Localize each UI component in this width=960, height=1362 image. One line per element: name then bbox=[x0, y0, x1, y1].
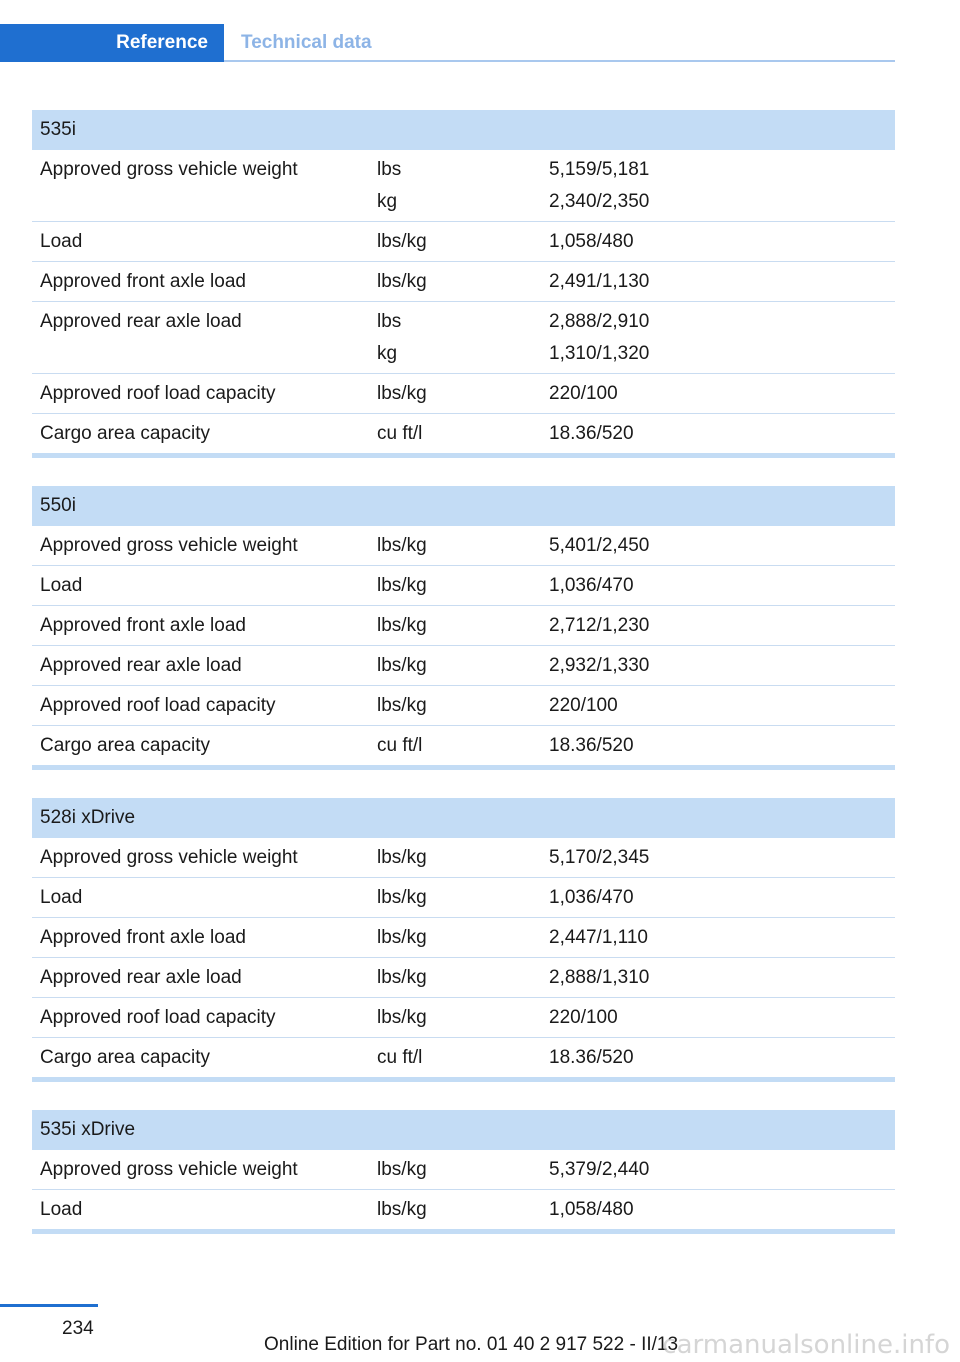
spec-value: 2,340/2,350 bbox=[549, 191, 650, 212]
spec-unit: cu ft/l bbox=[377, 1047, 423, 1068]
page-number: 234 bbox=[62, 1318, 94, 1339]
spec-units bbox=[377, 1046, 549, 1070]
section-title: 550i bbox=[32, 486, 895, 526]
spec-label: Load bbox=[40, 1199, 83, 1220]
spec-values bbox=[549, 654, 895, 678]
table-row bbox=[32, 1038, 895, 1082]
table-row bbox=[32, 262, 895, 302]
spec-values bbox=[549, 574, 895, 598]
spec-unit: lbs/kg bbox=[377, 1159, 427, 1180]
section-title: 535i bbox=[32, 110, 895, 150]
table-row bbox=[32, 414, 895, 458]
spec-value: 1,036/470 bbox=[549, 887, 634, 908]
spec-label: Load bbox=[40, 231, 83, 252]
spec-label: Cargo area capacity bbox=[40, 1047, 211, 1068]
spec-unit: lbs/kg bbox=[377, 967, 427, 988]
spec-values bbox=[549, 1006, 895, 1030]
spec-unit: lbs/kg bbox=[377, 383, 427, 404]
table-row bbox=[32, 686, 895, 726]
spec-units bbox=[377, 734, 549, 758]
spec-unit: lbs/kg bbox=[377, 927, 427, 948]
table-row bbox=[32, 878, 895, 918]
spec-section bbox=[32, 110, 895, 458]
spec-unit: lbs/kg bbox=[377, 655, 427, 676]
spec-unit: lbs/kg bbox=[377, 231, 427, 252]
spec-label: Approved gross vehicle weight bbox=[40, 535, 298, 556]
spec-label: Approved front axle load bbox=[40, 615, 246, 636]
spec-units bbox=[377, 422, 549, 446]
spec-value: 220/100 bbox=[549, 1007, 618, 1028]
spec-values bbox=[549, 310, 895, 366]
table-row bbox=[32, 302, 895, 374]
spec-units bbox=[377, 886, 549, 910]
spec-values bbox=[549, 966, 895, 990]
spec-units bbox=[377, 846, 549, 870]
table-row bbox=[32, 222, 895, 262]
spec-label: Cargo area capacity bbox=[40, 423, 211, 444]
table-row bbox=[32, 150, 895, 222]
spec-units bbox=[377, 614, 549, 638]
spec-section bbox=[32, 1110, 895, 1234]
spec-units bbox=[377, 694, 549, 718]
spec-tables bbox=[32, 110, 895, 1262]
spec-values bbox=[549, 1198, 895, 1222]
spec-unit: lbs/kg bbox=[377, 535, 427, 556]
spec-unit: lbs/kg bbox=[377, 1199, 427, 1220]
spec-label: Approved front axle load bbox=[40, 271, 246, 292]
spec-value: 2,888/1,310 bbox=[549, 967, 650, 988]
table-row bbox=[32, 1190, 895, 1234]
edition-text: Online Edition for Part no. 01 40 2 917 522 - II/13 bbox=[264, 1334, 679, 1355]
spec-values bbox=[549, 734, 895, 758]
page-header bbox=[0, 24, 895, 62]
spec-value: 5,170/2,345 bbox=[549, 847, 650, 868]
spec-value: 5,401/2,450 bbox=[549, 535, 650, 556]
spec-unit: lbs bbox=[377, 311, 402, 332]
section-title: 528i xDrive bbox=[32, 798, 895, 838]
spec-value: 220/100 bbox=[549, 383, 618, 404]
table-row bbox=[32, 374, 895, 414]
spec-value: 1,036/470 bbox=[549, 575, 634, 596]
spec-values bbox=[549, 534, 895, 558]
spec-value: 5,159/5,181 bbox=[549, 159, 650, 180]
spec-unit: lbs/kg bbox=[377, 847, 427, 868]
spec-units bbox=[377, 926, 549, 950]
spec-label: Approved roof load capacity bbox=[40, 695, 276, 716]
table-row bbox=[32, 998, 895, 1038]
spec-label: Approved gross vehicle weight bbox=[40, 159, 298, 180]
table-row bbox=[32, 726, 895, 770]
spec-unit: lbs/kg bbox=[377, 1007, 427, 1028]
spec-label: Load bbox=[40, 575, 83, 596]
spec-value: 1,310/1,320 bbox=[549, 343, 650, 364]
spec-label: Approved gross vehicle weight bbox=[40, 1159, 298, 1180]
spec-units bbox=[377, 382, 549, 406]
spec-value: 2,447/1,110 bbox=[549, 927, 648, 948]
table-row bbox=[32, 526, 895, 566]
spec-units bbox=[377, 1006, 549, 1030]
spec-values bbox=[549, 614, 895, 638]
spec-value: 5,379/2,440 bbox=[549, 1159, 650, 1180]
spec-label: Cargo area capacity bbox=[40, 735, 211, 756]
spec-units bbox=[377, 310, 549, 366]
spec-values bbox=[549, 886, 895, 910]
spec-values bbox=[549, 926, 895, 950]
spec-label: Approved rear axle load bbox=[40, 967, 242, 988]
spec-value: 18.36/520 bbox=[549, 735, 634, 756]
spec-unit: kg bbox=[377, 343, 398, 364]
watermark: carmanualsonline.info bbox=[662, 1330, 950, 1360]
table-row bbox=[32, 566, 895, 606]
spec-units bbox=[377, 158, 549, 214]
table-row bbox=[32, 1150, 895, 1190]
spec-label: Approved roof load capacity bbox=[40, 1007, 276, 1028]
table-row bbox=[32, 606, 895, 646]
spec-values bbox=[549, 270, 895, 294]
spec-units bbox=[377, 574, 549, 598]
spec-units bbox=[377, 1158, 549, 1182]
spec-label: Approved front axle load bbox=[40, 927, 246, 948]
spec-units bbox=[377, 534, 549, 558]
spec-unit: cu ft/l bbox=[377, 735, 423, 756]
spec-value: 2,888/2,910 bbox=[549, 311, 650, 332]
table-row bbox=[32, 838, 895, 878]
spec-values bbox=[549, 422, 895, 446]
spec-section bbox=[32, 798, 895, 1082]
tab-reference[interactable]: Reference bbox=[0, 24, 224, 62]
spec-value: 220/100 bbox=[549, 695, 618, 716]
spec-values bbox=[549, 1158, 895, 1182]
spec-values bbox=[549, 694, 895, 718]
spec-values bbox=[549, 230, 895, 254]
spec-unit: lbs bbox=[377, 159, 402, 180]
spec-units bbox=[377, 1198, 549, 1222]
spec-unit: cu ft/l bbox=[377, 423, 423, 444]
table-row bbox=[32, 646, 895, 686]
spec-value: 1,058/480 bbox=[549, 1199, 634, 1220]
spec-value: 2,932/1,330 bbox=[549, 655, 650, 676]
spec-values bbox=[549, 846, 895, 870]
tab-technical-data[interactable]: Technical data bbox=[241, 32, 372, 53]
spec-value: 1,058/480 bbox=[549, 231, 634, 252]
spec-value: 2,491/1,130 bbox=[549, 271, 650, 292]
spec-units bbox=[377, 966, 549, 990]
footer-rule bbox=[0, 1304, 98, 1307]
spec-values bbox=[549, 158, 895, 214]
spec-label: Load bbox=[40, 887, 83, 908]
spec-label: Approved gross vehicle weight bbox=[40, 847, 298, 868]
spec-unit: lbs/kg bbox=[377, 887, 427, 908]
spec-units bbox=[377, 654, 549, 678]
spec-value: 2,712/1,230 bbox=[549, 615, 650, 636]
spec-unit: kg bbox=[377, 191, 398, 212]
spec-unit: lbs/kg bbox=[377, 695, 427, 716]
spec-unit: lbs/kg bbox=[377, 615, 427, 636]
spec-value: 18.36/520 bbox=[549, 423, 634, 444]
spec-values bbox=[549, 382, 895, 406]
spec-unit: lbs/kg bbox=[377, 575, 427, 596]
header-rule bbox=[224, 60, 895, 62]
spec-label: Approved rear axle load bbox=[40, 311, 242, 332]
table-row bbox=[32, 918, 895, 958]
table-row bbox=[32, 958, 895, 998]
spec-units bbox=[377, 270, 549, 294]
spec-section bbox=[32, 486, 895, 770]
spec-label: Approved roof load capacity bbox=[40, 383, 276, 404]
spec-unit: lbs/kg bbox=[377, 271, 427, 292]
spec-units bbox=[377, 230, 549, 254]
spec-label: Approved rear axle load bbox=[40, 655, 242, 676]
spec-value: 18.36/520 bbox=[549, 1047, 634, 1068]
spec-values bbox=[549, 1046, 895, 1070]
section-title: 535i xDrive bbox=[32, 1110, 895, 1150]
